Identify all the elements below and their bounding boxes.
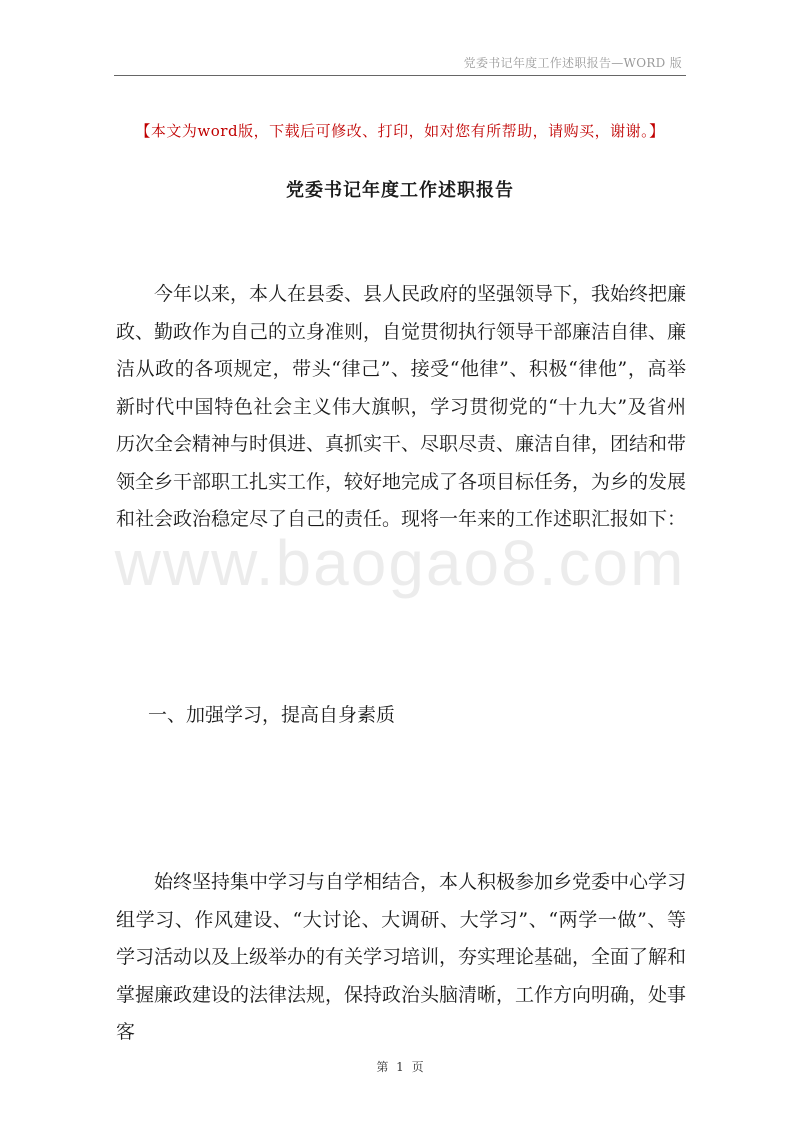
document-title: 党委书记年度工作述职报告: [286, 180, 514, 201]
body-paragraph-intro: 今年以来，本人在县委、县人民政府的坚强领导下，我始终把廉政、勤政作为自己的立身准则，自觉贯彻执行领导干部廉洁自律、廉洁从政的各项规定，带头“律己”、接受“他律”、积极“律他”，高举新时代中国特色社会主义伟大旗帜，学习贯彻党的“十九大”及省州历次全会精神与时俱进、真抓实干、尽职尽责、廉洁自律，团结和带领全乡干部职工扎实工作，较好地完成了各项目标任务，为乡的发展和社会政治稳定尽了自己的责任。现将一年来的工作述职汇报如下：: [116, 283, 687, 530]
header-divider: [114, 75, 686, 76]
download-notice: 【本文为word版，下载后可修改、打印，如对您有所帮助，请购买，谢谢。】: [135, 122, 665, 140]
watermark: www.baogao8.com: [114, 527, 686, 599]
body-paragraph-study: 始终坚持集中学习与自学相结合，本人积极参加乡党委中心学习组学习、作风建设、“大讨论、大调研、大学习”、“两学一做”、等学习活动以及上级举办的有关学习培训，夯实理论基础，全面了解和掌握廉政建设的法律法规，保持政治头脑清晰，工作方向明确，处事客: [116, 871, 687, 1043]
header-doc-label: 党委书记年度工作述职报告—WORD 版: [463, 56, 682, 70]
section-heading-1: 一、加强学习，提高自身素质: [148, 704, 396, 726]
page-number: 第 1 页: [376, 1060, 424, 1074]
